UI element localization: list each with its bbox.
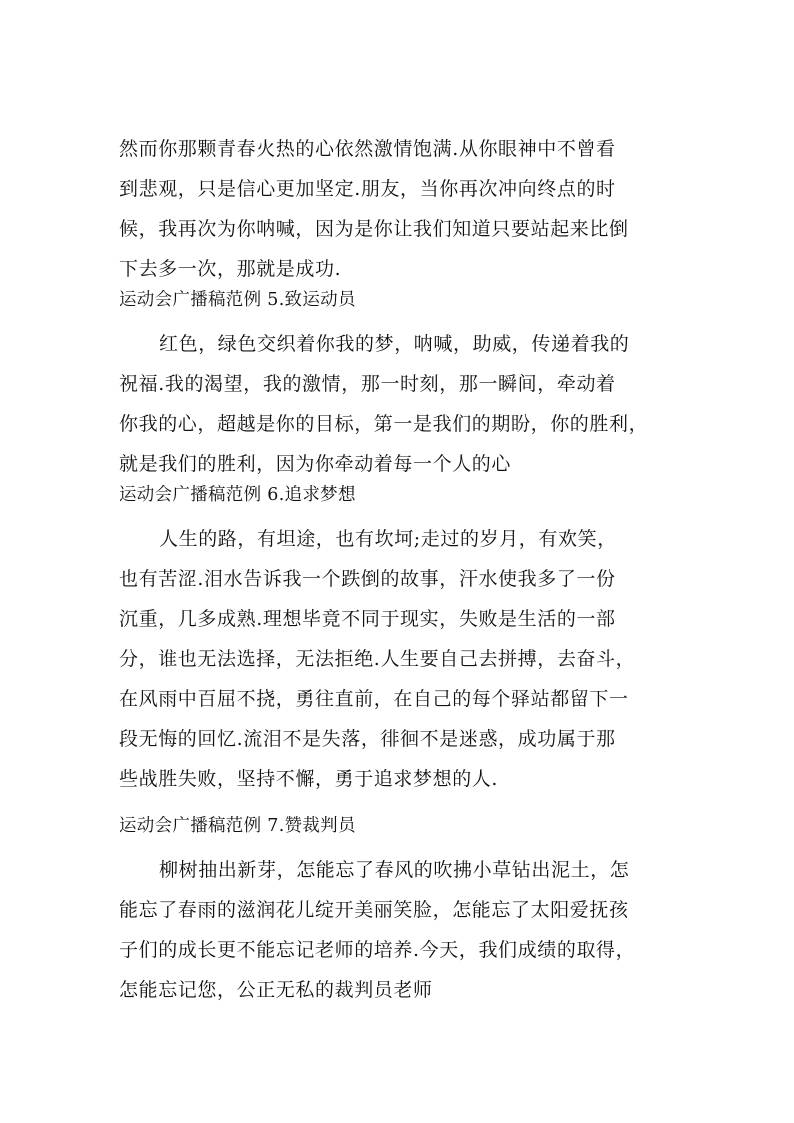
section-line: 在风雨中百屈不挠，勇往直前，在自己的每个驿站都留下一	[119, 688, 629, 710]
section-line: 子们的成长更不能忘记老师的培养.今天，我们成绩的取得，	[119, 939, 636, 961]
section-line: 人生的路，有坦途，也有坎坷;走过的岁月，有欢笑，	[159, 528, 617, 550]
section-heading: 运动会广播稿范例 5.致运动员	[119, 290, 356, 310]
section-line: 些战胜失败，坚持不懈，勇于追求梦想的人.	[119, 768, 499, 790]
section-line: 能忘了春雨的滋润花儿绽开美丽笑脸，怎能忘了太阳爱抚孩	[119, 899, 629, 921]
intro-line-1: 然而你那颗青春火热的心依然激情饱满.从你眼神中不曾看	[119, 138, 616, 160]
intro-line-4: 下去多一次，那就是成功.	[119, 258, 342, 280]
section-line: 沉重，几多成熟.理想毕竟不同于现实，失败是生活的一部	[119, 608, 616, 630]
section-line: 也有苦涩.泪水告诉我一个跌倒的故事，汗水使我多了一份	[119, 568, 616, 590]
section-line: 段无悔的回忆.流泪不是失落，徘徊不是迷惑，成功属于那	[119, 728, 616, 750]
section-heading: 运动会广播稿范例 6.追求梦想	[119, 485, 356, 505]
section-line: 分，谁也无法选择，无法拒绝.人生要自己去拼搏，去奋斗，	[119, 648, 636, 670]
intro-line-3: 候，我再次为你呐喊，因为是你让我们知道只要站起来比倒	[119, 218, 629, 240]
section-line: 祝福.我的渴望，我的激情，那一时刻，那一瞬间，牵动着	[119, 373, 616, 395]
section-line: 红色，绿色交织着你我的梦，呐喊，助威，传递着我的	[159, 333, 630, 355]
section-heading: 运动会广播稿范例 7.赞裁判员	[119, 816, 356, 836]
section-line: 怎能忘记您，公正无私的裁判员老师	[119, 979, 433, 1001]
section-line: 柳树抽出新芽，怎能忘了春风的吹拂小草钻出泥土，怎	[159, 859, 630, 881]
section-line: 就是我们的胜利，因为你牵动着每一个人的心	[119, 453, 512, 475]
section-line: 你我的心，超越是你的目标，第一是我们的期盼，你的胜利，	[119, 413, 649, 435]
intro-line-2: 到悲观，只是信心更加坚定.朋友，当你再次冲向终点的时	[119, 178, 616, 200]
